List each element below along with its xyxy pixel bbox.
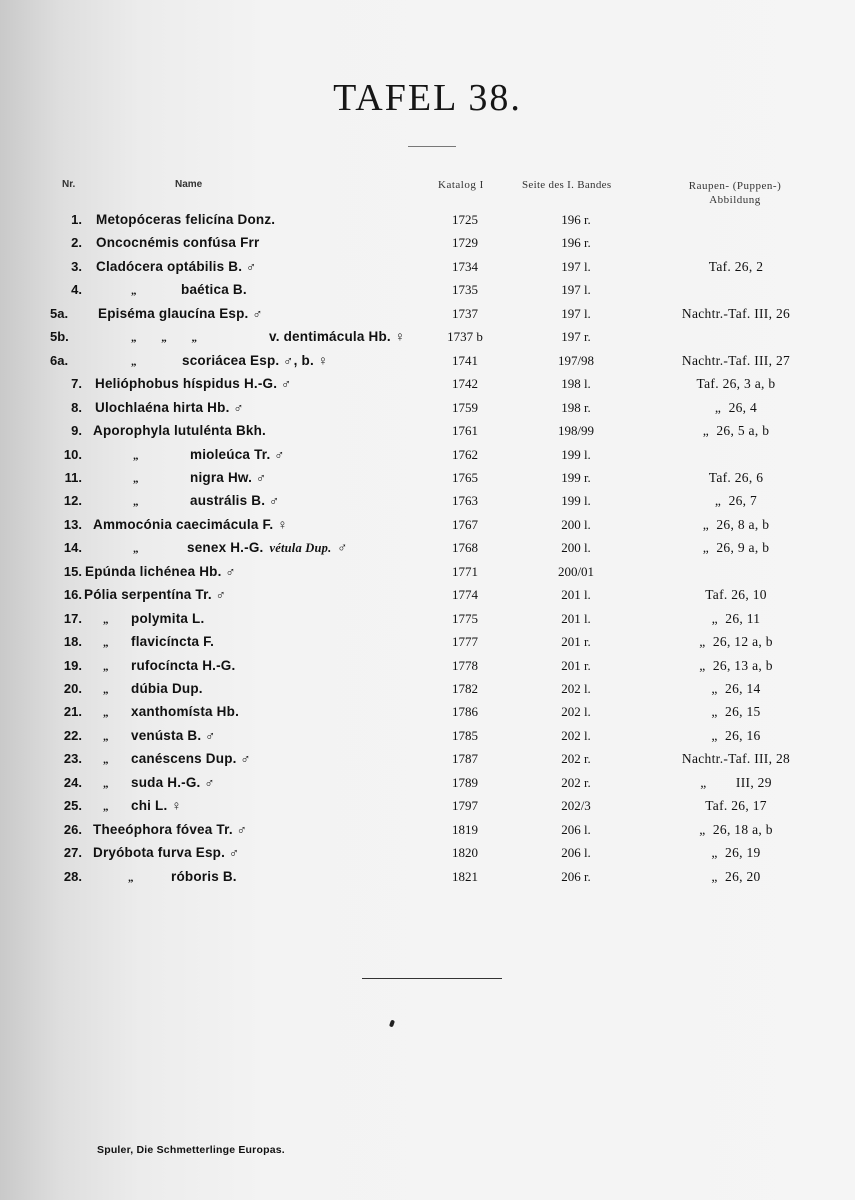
table-row	[0, 235, 855, 257]
page-reference: 202 r.	[561, 751, 591, 767]
page-reference: 199 l.	[561, 493, 591, 509]
species-name	[187, 540, 348, 556]
table-row	[0, 658, 855, 680]
page-reference: 199 r.	[561, 469, 591, 485]
page-reference: 201 r.	[561, 634, 591, 650]
species-name-text: mioleúca Tr. ♂	[190, 446, 285, 462]
page-reference: 201 r.	[561, 657, 591, 673]
species-name-text: chi L. ♀	[131, 798, 182, 814]
table-row	[0, 517, 855, 539]
katalog-number: 1778	[452, 657, 478, 673]
plate-reference: „ 26, 13 a, b	[699, 657, 773, 673]
page-reference: 197 l.	[561, 305, 591, 321]
plate-reference: „ 26, 14	[711, 681, 761, 696]
katalog-number: 1741	[452, 352, 478, 368]
row-number: 7.	[71, 376, 82, 392]
row-number: 9.	[71, 423, 82, 439]
katalog-number: 1819	[452, 821, 478, 837]
species-name-text: Theeóphora fóvea Tr. ♂	[93, 821, 248, 837]
row-number: 3.	[71, 258, 82, 274]
katalog-number: 1767	[452, 516, 478, 532]
page-reference: 197 r.	[561, 329, 591, 345]
species-name-text: dúbia Dup.	[131, 681, 203, 696]
ditto-mark: „	[103, 777, 109, 790]
species-name	[131, 611, 204, 626]
species-name	[190, 493, 279, 508]
species-name-text: flavicíncta F.	[131, 634, 215, 650]
ditto-mark: „	[133, 449, 139, 462]
species-name-text: rufocíncta H.-G.	[131, 657, 236, 673]
ditto-mark: „	[103, 730, 109, 743]
plate-reference: „ 26, 5 a, b	[702, 423, 770, 439]
katalog-number: 1742	[452, 376, 478, 392]
page-reference: 200 l.	[561, 540, 591, 556]
page-reference: 199 l.	[561, 446, 591, 462]
page-reference: 198 l.	[561, 376, 591, 392]
row-number: 22.	[63, 727, 82, 743]
katalog-number: 1774	[452, 587, 478, 603]
bottom-divider	[362, 978, 502, 979]
species-name	[93, 845, 239, 860]
page-title: TAFEL 38.	[333, 77, 522, 119]
plate-reference: Taf. 26, 17	[705, 798, 767, 814]
species-name	[96, 235, 259, 250]
species-name-text: suda H.-G. ♂	[131, 774, 215, 790]
katalog-number: 1762	[452, 446, 478, 462]
ditto-mark: „	[103, 754, 109, 767]
table-row	[0, 845, 855, 867]
species-name-text: scoriácea Esp. ♂, b. ♀	[182, 352, 329, 368]
katalog-number: 1729	[452, 235, 478, 251]
species-name-text: Ammocónia caecimácula F. ♀	[93, 516, 288, 532]
table-row	[0, 634, 855, 656]
row-number: 4.	[71, 282, 82, 298]
ditto-mark: „	[103, 707, 109, 720]
species-name-text: baética B.	[181, 282, 247, 298]
header-nr: Nr.	[62, 179, 76, 190]
table-row	[0, 798, 855, 820]
table-row	[0, 751, 855, 773]
species-name-text: xanthomísta Hb.	[131, 704, 240, 720]
katalog-number: 1820	[452, 845, 478, 861]
row-number: 21.	[63, 704, 82, 720]
plate-reference: „ 26, 18 a, b	[699, 821, 773, 837]
row-number: 11.	[64, 469, 82, 485]
species-name	[190, 470, 266, 485]
katalog-number: 1789	[452, 774, 478, 790]
katalog-number: 1771	[452, 563, 478, 579]
species-name	[131, 728, 216, 743]
row-number: 6a.	[50, 352, 69, 368]
katalog-number: 1761	[452, 423, 478, 439]
row-number: 12.	[63, 493, 82, 509]
katalog-number: 1786	[452, 704, 478, 720]
footer-citation: Spuler, Die Schmetterlinge Europas.	[97, 1144, 285, 1156]
plate-reference: „ 26, 16	[711, 727, 761, 743]
page-reference: 200 l.	[561, 516, 591, 532]
table-row	[0, 704, 855, 726]
header-name: Name	[175, 179, 203, 190]
page-reference: 201 l.	[561, 587, 591, 603]
ditto-mark: „	[103, 684, 109, 696]
species-name	[96, 212, 275, 227]
katalog-number: 1737	[452, 305, 478, 321]
katalog-number: 1787	[452, 751, 478, 767]
ditto-mark: „	[133, 472, 139, 485]
plate-reference: „ 26, 4	[714, 399, 758, 415]
ink-mark	[389, 1020, 395, 1028]
species-name	[93, 517, 288, 532]
page-reference: 202/3	[561, 798, 591, 814]
ditto-mark: „ „ „	[131, 332, 197, 345]
plate-reference: „ 26, 9 a, b	[702, 540, 770, 556]
table-row	[0, 282, 855, 304]
table-row	[0, 728, 855, 750]
row-number: 8.	[71, 399, 82, 415]
katalog-number: 1821	[452, 868, 478, 884]
page-reference: 201 l.	[561, 610, 591, 626]
plate-reference: Taf. 26, 3 a, b	[696, 376, 776, 392]
ditto-mark: „	[131, 355, 137, 368]
katalog-number: 1765	[452, 469, 478, 485]
species-name-text: v. dentimácula Hb. ♀	[269, 329, 406, 345]
page-reference: 202 l.	[561, 681, 591, 696]
page-reference: 197/98	[557, 352, 595, 368]
plate-reference: „ 26, 20	[711, 868, 761, 884]
species-name	[85, 564, 236, 579]
table-row	[0, 775, 855, 797]
plate-reference: Taf. 26, 2	[708, 258, 764, 274]
row-number: 19.	[63, 657, 82, 673]
header-raupen-line1: Raupen- (Puppen-)	[688, 180, 782, 192]
row-number: 17.	[63, 610, 82, 626]
species-name	[84, 587, 226, 602]
ditto-mark: „	[133, 543, 139, 556]
page-reference: 198 r.	[561, 399, 591, 415]
row-number: 5a.	[50, 305, 69, 321]
table-row	[0, 259, 855, 281]
species-name-text: Dryóbota furva Esp. ♂	[93, 845, 240, 861]
row-number: 20.	[63, 681, 82, 696]
plate-reference: „ 26, 8 a, b	[702, 516, 770, 532]
species-name	[190, 447, 285, 462]
ditto-mark: „	[103, 613, 109, 626]
table-row	[0, 353, 855, 375]
species-name-text: Pólia serpentína Tr. ♂	[84, 587, 227, 603]
table-row	[0, 869, 855, 891]
row-number: 16.	[63, 587, 82, 603]
species-name	[269, 329, 405, 344]
plate-reference: „ 26, 11	[711, 610, 761, 626]
table-row	[0, 212, 855, 234]
species-name-text: canéscens Dup. ♂	[131, 751, 251, 767]
species-name-text: Ulochlaéna hirta Hb. ♂	[95, 399, 244, 415]
species-name-text: senex H.-G.	[187, 540, 264, 556]
plate-reference: Nachtr.-Taf. III, 28	[681, 751, 791, 767]
table-row	[0, 493, 855, 515]
species-name-text: Helióphobus híspidus H.-G. ♂	[95, 376, 292, 392]
katalog-number: 1775	[452, 610, 478, 626]
header-raupen-line2: Abbildung	[709, 194, 761, 206]
table-row	[0, 681, 855, 703]
plate-reference: „ 26, 7	[714, 493, 758, 509]
row-number: 2.	[71, 235, 82, 251]
table-row	[0, 400, 855, 422]
species-name	[131, 704, 239, 719]
page-reference: 206 l.	[561, 845, 591, 861]
species-name	[171, 869, 237, 884]
page-reference: 202 r.	[561, 774, 591, 790]
page-reference: 196 r.	[561, 235, 591, 251]
ditto-mark: „	[133, 496, 139, 509]
species-name	[131, 798, 182, 813]
species-name	[93, 822, 247, 837]
header-seite: Seite des I. Bandes	[522, 179, 612, 191]
species-name-text: Cladócera optábilis B. ♂	[96, 258, 257, 274]
katalog-number: 1759	[452, 399, 478, 415]
katalog-number: 1782	[452, 681, 478, 696]
row-number: 24.	[63, 774, 82, 790]
page-reference: 196 r.	[561, 212, 591, 227]
row-number: 15.	[63, 563, 82, 579]
species-name	[131, 751, 251, 766]
table-row	[0, 822, 855, 844]
plate-reference: Nachtr.-Taf. III, 26	[681, 305, 791, 321]
katalog-number: 1725	[452, 212, 478, 227]
page-reference: 202 l.	[561, 727, 591, 743]
row-number: 18.	[63, 634, 82, 650]
katalog-number: 1797	[452, 798, 478, 814]
plate-reference: „ 26, 12 a, b	[699, 634, 773, 650]
species-name-text: venústa B. ♂	[131, 727, 216, 743]
row-number: 14.	[63, 540, 82, 556]
row-number: 27.	[63, 845, 82, 861]
page-reference: 200/01	[557, 563, 595, 579]
species-name	[131, 658, 235, 673]
ditto-mark: „	[103, 801, 109, 814]
species-name	[131, 634, 214, 649]
species-name-text: Episéma glaucína Esp. ♂	[98, 305, 263, 321]
katalog-number: 1735	[452, 282, 478, 298]
table-row	[0, 376, 855, 398]
table-row	[0, 447, 855, 469]
row-number: 26.	[63, 821, 82, 837]
header-raupen	[660, 179, 810, 207]
plate-reference: Taf. 26, 10	[705, 587, 767, 603]
katalog-number: 1737 b	[447, 329, 483, 345]
katalog-number: 1768	[452, 540, 478, 556]
species-name-text: austrális B. ♂	[190, 493, 280, 509]
plate-reference: „ 26, 19	[711, 845, 761, 861]
row-number: 23.	[63, 751, 82, 767]
table-row	[0, 306, 855, 328]
ditto-mark: „	[103, 660, 109, 673]
table-row	[0, 587, 855, 609]
row-number: 13.	[63, 516, 82, 532]
katalog-number: 1785	[452, 727, 478, 743]
katalog-number: 1777	[452, 634, 478, 650]
species-name-text: róboris B.	[171, 868, 237, 884]
table-row	[0, 564, 855, 586]
species-name	[181, 282, 247, 297]
species-name-text: Oncocnémis confúsa Frr	[96, 235, 260, 251]
species-name	[93, 423, 266, 438]
row-number: 10.	[63, 446, 82, 462]
plate-reference: Taf. 26, 6	[708, 469, 764, 485]
table-row	[0, 423, 855, 445]
species-name	[95, 376, 291, 391]
species-name	[96, 259, 256, 274]
species-name	[131, 681, 203, 696]
species-name-text: Epúnda lichénea Hb. ♂	[85, 563, 236, 579]
species-name	[95, 400, 244, 415]
page-reference: 206 r.	[561, 868, 591, 884]
katalog-number: 1734	[452, 258, 478, 274]
ditto-mark: „	[131, 285, 137, 298]
header-katalog: Katalog I	[438, 179, 484, 191]
table-row	[0, 540, 855, 562]
page-reference: 202 l.	[561, 704, 591, 720]
page-reference: 198/99	[557, 423, 595, 439]
species-name-text: nigra Hw. ♂	[190, 469, 267, 485]
plate-reference: „ 26, 15	[711, 704, 761, 720]
row-number: 25.	[63, 798, 82, 814]
ditto-mark: „	[103, 637, 109, 650]
sex-symbol: ♂	[337, 540, 348, 556]
page-reference: 197 l.	[561, 258, 591, 274]
row-number: 28.	[63, 868, 82, 884]
plate-reference: „ III, 29	[700, 774, 772, 790]
page-reference: 206 l.	[561, 821, 591, 837]
plate-reference: Nachtr.-Taf. III, 27	[681, 352, 791, 368]
page-reference: 197 l.	[561, 282, 591, 298]
table-row	[0, 329, 855, 351]
species-name-text: polymita L.	[131, 610, 205, 626]
ditto-mark: „	[128, 871, 134, 884]
species-name	[182, 353, 328, 368]
synonym-name: vétula Dup.	[269, 541, 332, 556]
table-row	[0, 611, 855, 633]
species-name-text: Aporophyla lutulénta Bkh.	[93, 423, 267, 439]
species-name	[98, 306, 263, 321]
species-name-text: Metopóceras felicína Donz.	[96, 212, 276, 227]
katalog-number: 1763	[452, 493, 478, 509]
title-divider	[408, 146, 456, 147]
row-number: 1.	[71, 212, 82, 227]
species-name	[131, 775, 215, 790]
row-number: 5b.	[50, 329, 69, 345]
table-row	[0, 470, 855, 492]
